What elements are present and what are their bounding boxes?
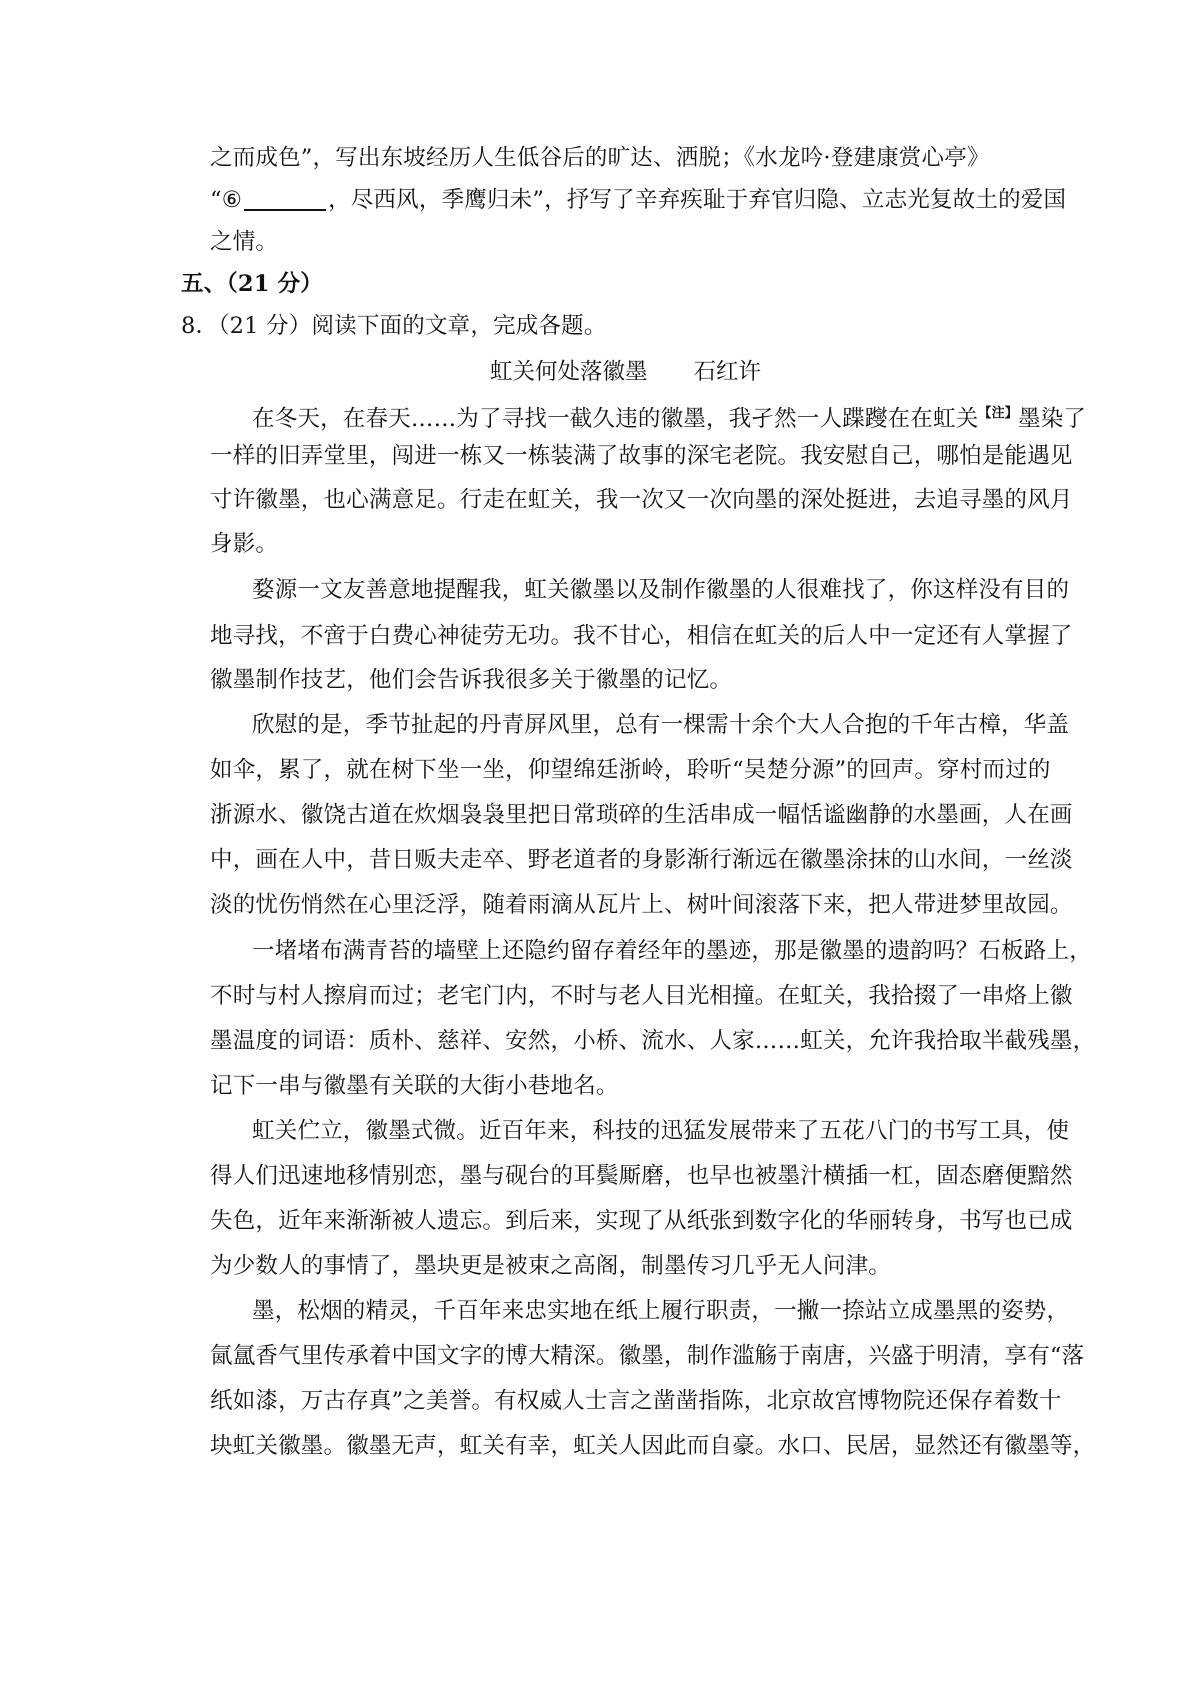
text-line: 一堵堵布满青苔的墙壁上还隐约留存着经年的墨迹，那是徽墨的遗韵吗？石板路上， (252, 938, 1092, 964)
text-line: 记下一串与徽墨有关联的大街小巷地名。 (210, 1073, 619, 1099)
text-line (210, 185, 1066, 215)
fill-in-blank (244, 187, 326, 211)
section-heading: 五、（21 分） (181, 271, 323, 297)
text-line: 墨温度的词语：质朴、慈祥、安然，小桥、流水、人家……虹关，允许我拾取半截残墨， (210, 1028, 1096, 1054)
article-author: 石红许 (693, 359, 762, 385)
text-line: 得人们迅速地移情别恋，墨与砚台的耳鬓厮磨，也早也被墨汁横插一杠，固态磨便黯然 (210, 1163, 1073, 1189)
text-line: 中，画在人中，昔日贩夫走卒、野老道者的身影渐行渐远在徽墨涂抹的山水间，一丝淡 (210, 847, 1073, 873)
text-line: 之情。 (210, 229, 279, 255)
text-line: 地寻找，不啻于白费心神徒劳无功。我不甘心，相信在虹关的后人中一定还有人掌握了 (210, 623, 1073, 649)
text-line: 淡的忧伤悄然在心里泛浮，随着雨滴从瓦片上、树叶间滚落下来，把人带进梦里故园。 (210, 892, 1073, 918)
text-line: 欣慰的是，季节扯起的丹青屏风里，总有一棵需十余个大人合抱的千年古樟，华盖 (252, 712, 1070, 738)
text-line: 块虹关徽墨。徽墨无声，虹关有幸，虹关人因此而自豪。水口、民居，显然还有徽墨等， (210, 1433, 1096, 1459)
note-marker: 【注】 (978, 406, 1019, 421)
text-fragment: 在冬天，在春天……为了寻找一截久违的徽墨，我孑然一人蹀躞在在虹关 (252, 406, 979, 432)
text-line: 之而成色”，写出东坡经历人生低谷后的旷达、洒脱；《水龙吟·登建康赏心亭》 (210, 145, 990, 171)
question-stem: 8．（21 分）阅读下面的文章，完成各题。 (181, 313, 607, 339)
article-title-line (490, 357, 761, 387)
text-line: 徽墨制作技艺，他们会告诉我很多关于徽墨的记忆。 (210, 667, 733, 693)
article-title: 虹关何处落徽墨 (490, 359, 648, 385)
text-fragment: ，尽西风，季鹰归未”，抒写了辛弃疾耻于弃官归隐、立志光复故土的爱国 (328, 187, 1067, 213)
text-line: 氤氲香气里传承着中国文字的博大精深。徽墨，制作滥觞于南唐，兴盛于明清，享有“落 (210, 1343, 1085, 1369)
text-line: 婺源一文友善意地提醒我，虹关徽墨以及制作徽墨的人很难找了，你这样没有目的 (252, 577, 1070, 603)
text-line: 纸如漆，万古存真”之美誉。有权威人士言之凿凿指陈，北京故宫博物院还保存着数十 (210, 1388, 1062, 1414)
text-line: 身影。 (210, 531, 279, 557)
text-line: 浙源水、徽饶古道在炊烟袅袅里把日常琐碎的生活串成一幅恬谧幽静的水墨画，人在画 (210, 802, 1073, 828)
blank-number: “⑥ (210, 187, 243, 213)
text-line: 不时与村人擦肩而过；老宅门内，不时与老人目光相撞。在虹关，我拾掇了一串烙上徽 (210, 983, 1073, 1009)
text-line: 如伞，累了，就在树下坐一坐，仰望绵廷浙岭，聆听“吴楚分源”的回声。穿村而过的 (210, 757, 1051, 783)
text-line: 寸许徽墨，也心满意足。行走在虹关，我一次又一次向墨的深处挺进，去追寻墨的风月 (210, 487, 1073, 513)
text-line: 虹关伫立，徽墨式微。近百年来，科技的迅猛发展带来了五花八门的书写工具，使 (252, 1118, 1070, 1144)
text-fragment: 墨染了 (1018, 406, 1087, 432)
text-line: 一样的旧弄堂里，闯进一栋又一栋装满了故事的深宅老院。我安慰自己，哪怕是能遇见 (210, 443, 1073, 469)
text-line: 失色，近年来渐渐被人遗忘。到后来，实现了从纸张到数字化的华丽转身，书写也已成 (210, 1208, 1073, 1234)
text-line (252, 399, 1086, 434)
text-line: 为少数人的事情了，墨块更是被束之高阁，制墨传习几乎无人问津。 (210, 1253, 892, 1279)
text-line: 墨，松烟的精灵，千百年来忠实地在纸上履行职责，一撇一捺站立成墨黑的姿势， (252, 1298, 1070, 1324)
